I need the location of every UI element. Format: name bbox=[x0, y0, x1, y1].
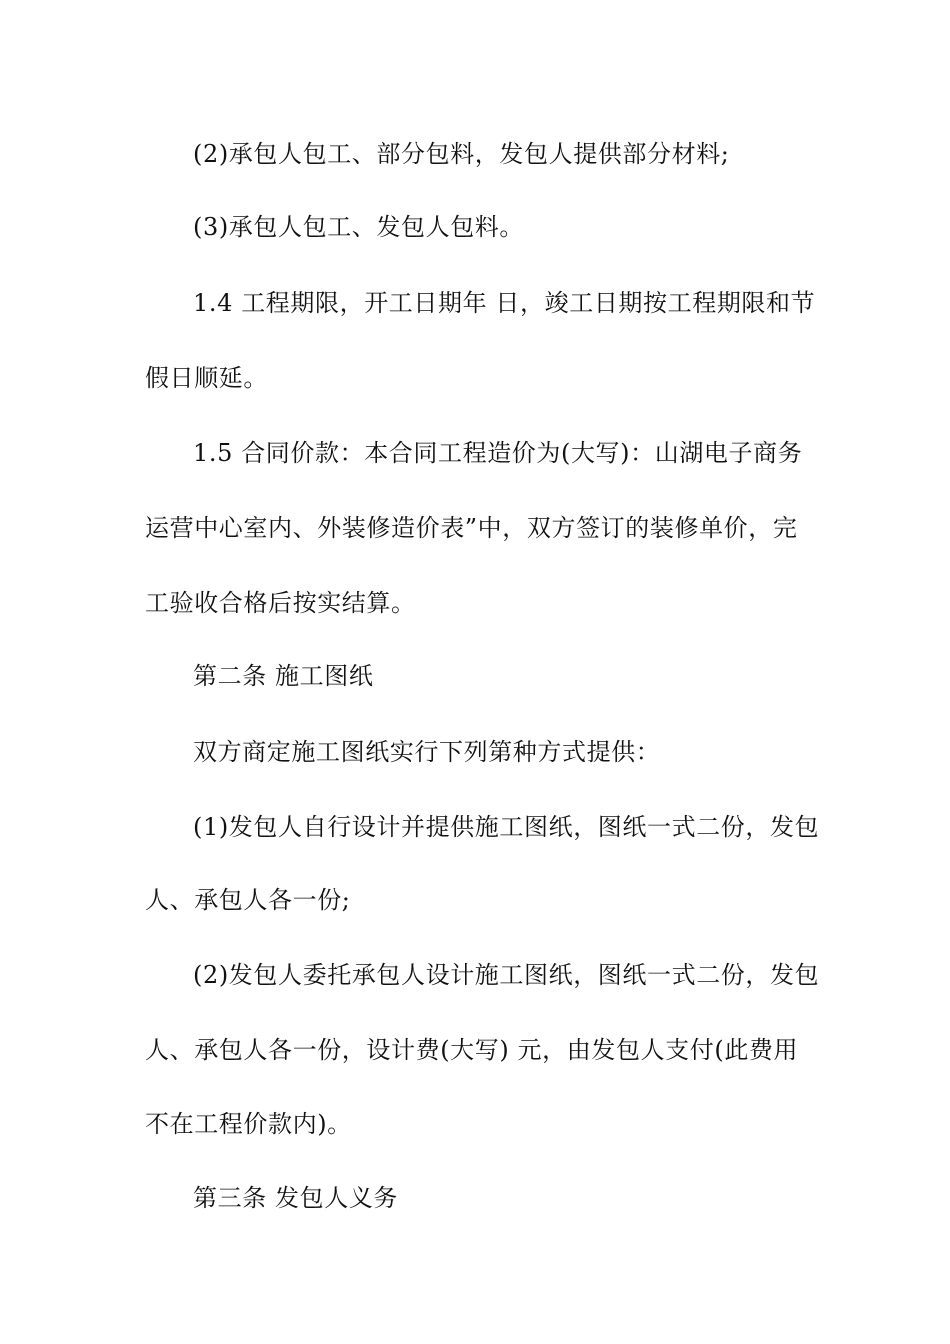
clause-material-option-2: (2)承包人包工、部分包料，发包人提供部分材料; bbox=[193, 140, 730, 168]
clause-1-5-line-3: 工验收合格后按实结算。 bbox=[145, 589, 416, 617]
drawing-option-2-line-1: (2)发包人委托承包人设计施工图纸，图纸一式二份，发包 bbox=[193, 961, 820, 989]
clause-1-5-line-1: 1.5 合同价款：本合同工程造价为(大写)：山湖电子商务 bbox=[193, 439, 803, 467]
drawing-option-1-line-2: 人、承包人各一份; bbox=[145, 886, 351, 914]
drawing-option-1-line-1: (1)发包人自行设计并提供施工图纸，图纸一式二份，发包 bbox=[193, 813, 820, 841]
article-3-heading: 第三条 发包人义务 bbox=[193, 1184, 399, 1212]
article-2-heading: 第二条 施工图纸 bbox=[193, 662, 374, 690]
clause-1-5-line-2: 运营中心室内、外装修造价表”中，双方签订的装修单价，完 bbox=[145, 514, 798, 542]
drawing-option-2-line-2: 人、承包人各一份，设计费(大写) 元，由发包人支付(此费用 bbox=[145, 1036, 799, 1064]
drawing-option-2-line-3: 不在工程价款内)。 bbox=[145, 1110, 352, 1138]
clause-1-4-line-2: 假日顺延。 bbox=[145, 364, 268, 392]
article-2-intro: 双方商定施工图纸实行下列第种方式提供： bbox=[193, 738, 661, 766]
clause-material-option-3: (3)承包人包工、发包人包料。 bbox=[193, 213, 524, 241]
clause-1-4-line-1: 1.4 工程期限，开工日期年 日，竣工日期按工程期限和节 bbox=[193, 289, 816, 317]
